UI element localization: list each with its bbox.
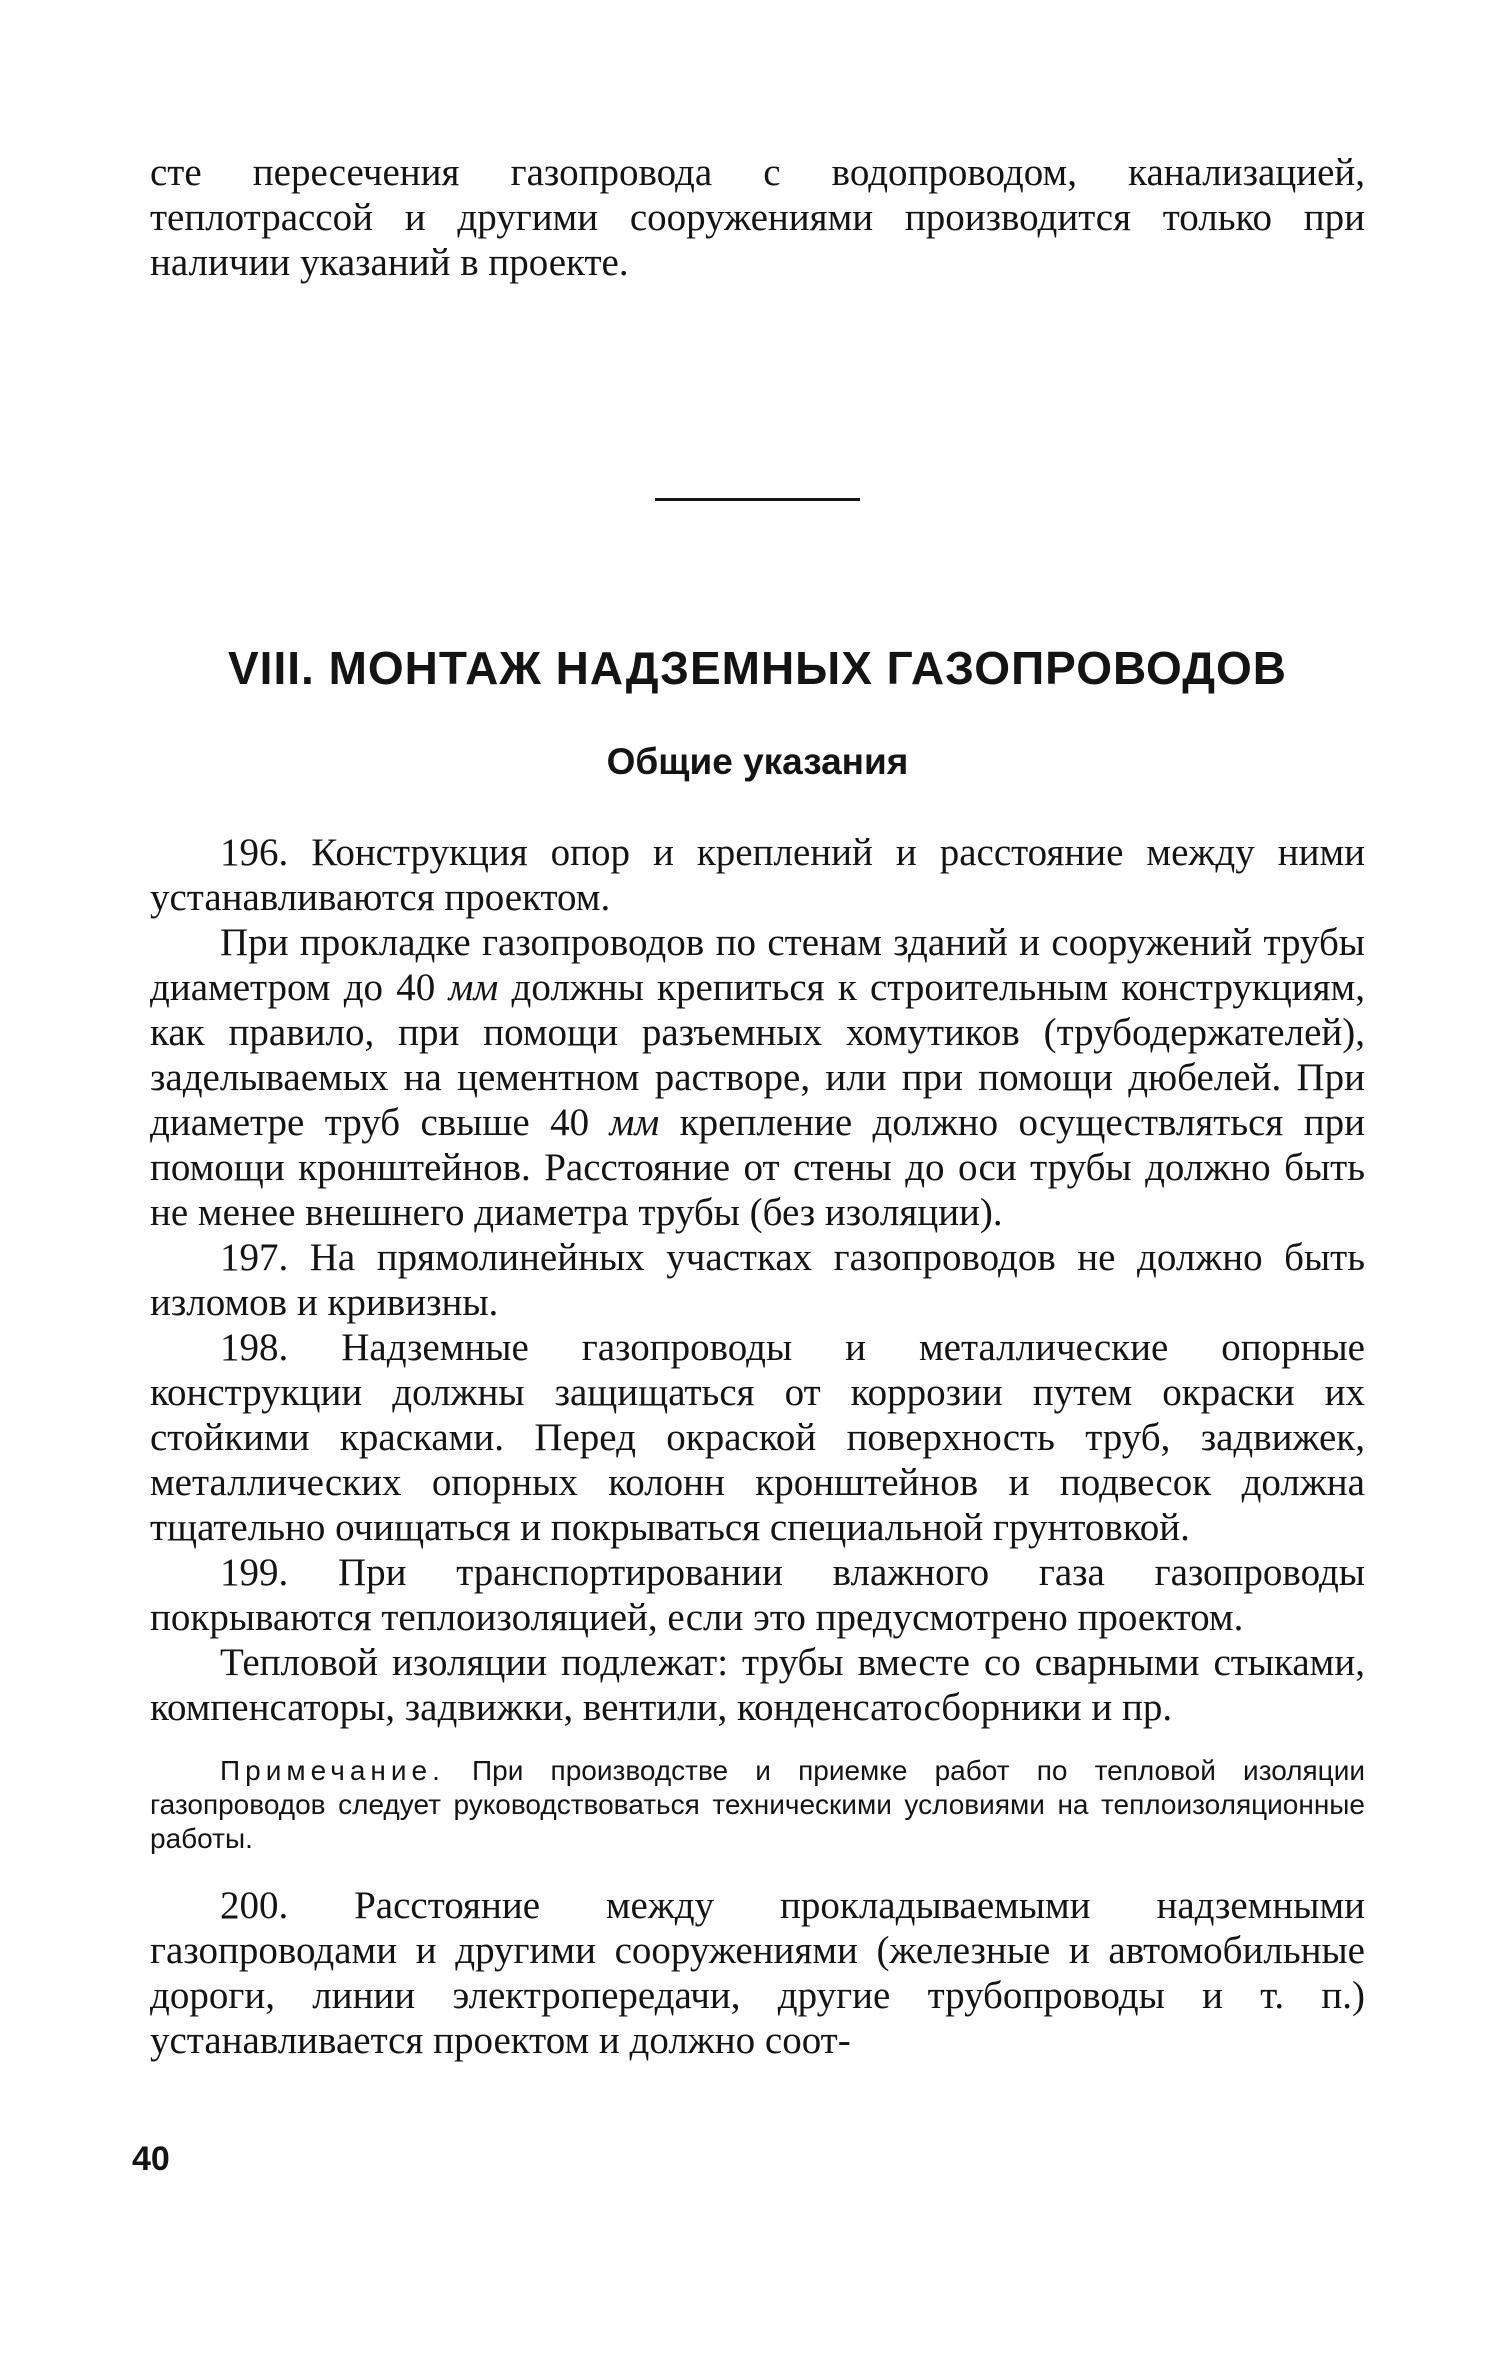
unit-mm-2: мм	[609, 1101, 660, 1144]
paragraph-196-continuation-text-2: должны крепиться к строительным конструкциям, как правило, при помощи разъемных хомутиков (трубодержателей), заделываемых на цементном растворе, или при помощи дюбелей. При диаметре труб свыше 40	[150, 966, 1365, 1144]
paragraph-197: 197. На прямолинейных участках газопроводов не должно быть изломов и кривизны.	[150, 1236, 1365, 1324]
section-title: Общие указания	[606, 741, 909, 782]
note	[150, 1754, 1365, 1856]
paragraph-196-continuation	[150, 920, 1365, 1235]
page-content	[150, 150, 1365, 2063]
page-number: 40	[132, 2140, 170, 2178]
paragraph-199-continuation: Тепловой изоляции подлежат: трубы вместе со сварными стыками, компенсаторы, задвижки, вентили, конденсатосборники и пр.	[150, 1641, 1365, 1729]
note-text: При производстве и приемке работ по тепловой изоляции газопроводов следует руководствоваться техническими условиями на теплоизоляционные работы.	[150, 1755, 1365, 1854]
chapter-title: VIII. МОНТАЖ НАДЗЕМНЫХ ГАЗОПРОВОДОВ	[227, 642, 1288, 694]
paragraph-198: 198. Надземные газопроводы и металлические опорные конструкции должны защищаться от коррозии путем окраски их стойкими красками. Перед окраской поверхность труб, задвижек, металлических опорных колонн кронштейнов и подвесок должна тщательно очищаться и покрываться специальной грунтовкой.	[150, 1326, 1365, 1549]
paragraph-199: 199. При транспортировании влажного газа газопроводы покрываются теплоизоляцией, если это предусмотрено проектом.	[150, 1551, 1365, 1639]
paragraph-196: 196. Конструкция опор и креплений и расстояние между ними устанавливаются проектом.	[150, 831, 1365, 919]
continuation-paragraph: сте пересечения газопровода с водопроводом, канализацией, теплотрассой и другими сооружениями производится только при наличии указаний в проекте.	[150, 151, 1365, 284]
paragraph-200: 200. Расстояние между прокладываемыми надземными газопроводами и другими сооружениями (железные и автомобильные дороги, линии электропередачи, другие трубопроводы и т. п.) устанавливается проектом и должно соот-	[150, 1884, 1365, 2062]
note-label: Примечание.	[220, 1755, 445, 1786]
paragraph-196-continuation-text-3: крепление должно осуществляться при помощи кронштейнов. Расстояние от стены до оси трубы должно быть не менее внешнего диаметра трубы (без изоляции).	[150, 1101, 1365, 1234]
section-divider	[655, 498, 860, 501]
unit-mm-1: мм	[448, 966, 499, 1009]
paragraph-196-continuation-text-1: При прокладке газопроводов по стенам зданий и сооружений трубы диаметром до 40	[150, 921, 1365, 1009]
